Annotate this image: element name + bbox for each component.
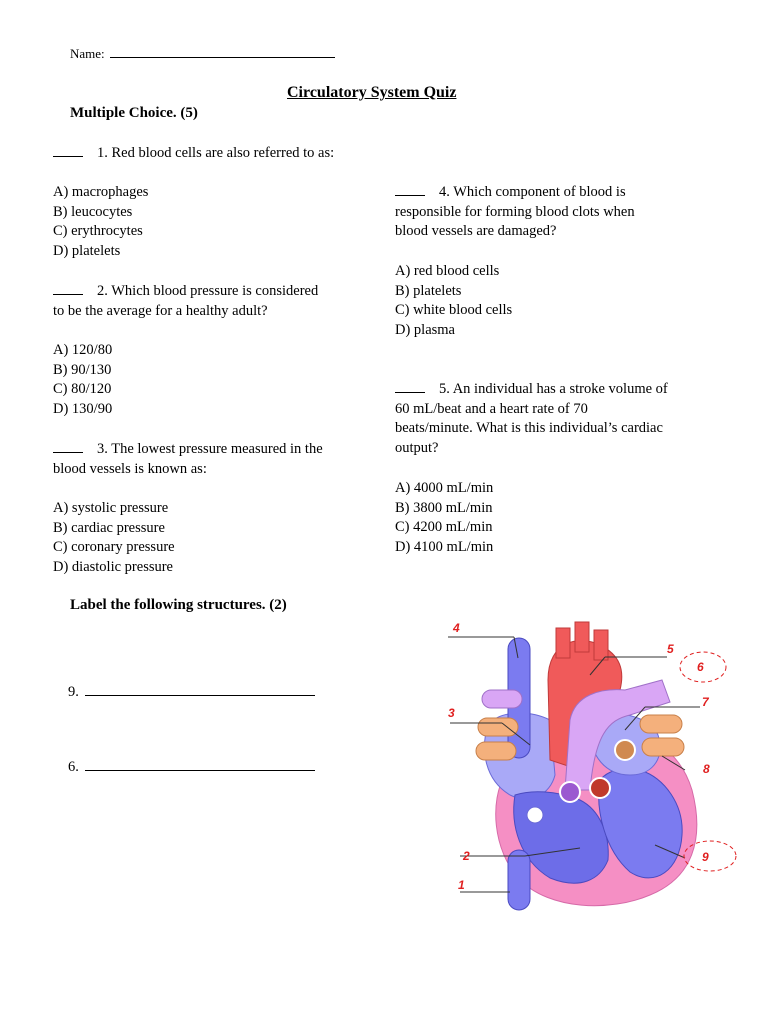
multiple-choice-heading: Multiple Choice. (5) <box>70 105 198 121</box>
option-b: B) platelets <box>395 282 462 299</box>
label-answer-row-6 <box>68 759 315 776</box>
answer-blank-3[interactable] <box>53 452 83 453</box>
diagram-label-2: 2 <box>463 849 470 863</box>
aorta-branch <box>556 628 570 658</box>
valve <box>560 782 580 802</box>
aorta-branch <box>575 622 589 652</box>
highlight-circle-9 <box>684 841 736 871</box>
question-2-line-2: to be the average for a healthy adult? <box>53 302 268 319</box>
inferior-vena-cava <box>508 850 530 910</box>
option-d: D) plasma <box>395 322 455 339</box>
pulmonary-vein <box>478 718 518 736</box>
pulmonary-artery-left <box>482 690 522 708</box>
aorta-branch <box>594 630 608 660</box>
label-answer-row-9 <box>68 684 315 701</box>
question-3 <box>53 440 383 479</box>
option-c: C) erythrocytes <box>53 223 143 240</box>
label-structures-heading: Label the following structures. (2) <box>70 597 287 613</box>
pulmonary-vein <box>642 738 684 756</box>
option-a: A) red blood cells <box>395 263 500 279</box>
option-c: C) white blood cells <box>395 302 513 319</box>
valve <box>527 807 543 823</box>
option-a: A) macrophages <box>53 184 149 200</box>
valve <box>590 778 610 798</box>
answer-blank-1[interactable] <box>53 156 83 157</box>
page-title: Circulatory System Quiz <box>287 84 457 101</box>
option-b: B) 90/130 <box>53 361 112 378</box>
option-c: C) coronary pressure <box>53 539 175 556</box>
heart-diagram <box>430 610 750 920</box>
question-1 <box>53 144 393 164</box>
diagram-label-9: 9 <box>702 850 709 864</box>
pulmonary-vein <box>476 742 516 760</box>
diagram-label-3: 3 <box>448 706 455 720</box>
diagram-label-8: 8 <box>703 762 710 776</box>
label-answer-field-9[interactable] <box>85 695 315 696</box>
answer-blank-2[interactable] <box>53 294 83 295</box>
option-a: A) 4000 mL/min <box>395 480 494 496</box>
question-5-line-3: beats/minute. What is this individual’s cardiac <box>395 420 663 437</box>
question-3-options <box>53 499 175 578</box>
diagram-label-4: 4 <box>453 621 460 635</box>
diagram-label-5: 5 <box>667 642 674 656</box>
question-4 <box>395 183 755 242</box>
answer-blank-5[interactable] <box>395 392 425 393</box>
question-1-options <box>53 183 148 262</box>
valve <box>615 740 635 760</box>
question-5-line-1: 5. An individual has a stroke volume of <box>439 381 668 397</box>
option-a: A) systolic pressure <box>53 500 169 516</box>
name-label: Name: <box>70 46 105 61</box>
question-5-line-2: 60 mL/beat and a heart rate of 70 <box>395 400 588 417</box>
diagram-label-1: 1 <box>458 878 465 892</box>
answer-blank-4[interactable] <box>395 195 425 196</box>
question-3-line-1: 3. The lowest pressure measured in the <box>97 441 323 457</box>
diagram-label-7: 7 <box>702 695 709 709</box>
question-2-line-1: 2. Which blood pressure is considered <box>97 283 319 299</box>
name-field[interactable] <box>110 57 335 58</box>
pulmonary-vein <box>640 715 682 733</box>
option-b: B) leucocytes <box>53 203 133 220</box>
name-line <box>70 46 335 62</box>
option-d: D) 130/90 <box>53 401 113 418</box>
option-d: D) 4100 mL/min <box>395 539 494 556</box>
option-c: C) 4200 mL/min <box>395 519 493 536</box>
question-5-line-4: output? <box>395 440 439 457</box>
question-5-options <box>395 479 493 558</box>
option-b: B) cardiac pressure <box>53 519 165 536</box>
question-3-line-2: blood vessels is known as: <box>53 460 207 477</box>
question-2-options <box>53 341 112 420</box>
question-4-options <box>395 262 512 341</box>
option-d: D) diastolic pressure <box>53 559 173 576</box>
question-4-line-1: 4. Which component of blood is <box>439 184 626 200</box>
option-b: B) 3800 mL/min <box>395 499 493 516</box>
label-answer-field-6[interactable] <box>85 770 315 771</box>
label-answer-number: 6. <box>68 759 79 775</box>
option-a: A) 120/80 <box>53 342 113 358</box>
question-5 <box>395 380 755 459</box>
label-answer-number: 9. <box>68 684 79 700</box>
option-d: D) platelets <box>53 243 121 260</box>
question-2 <box>53 282 383 321</box>
question-1-text: 1. Red blood cells are also referred to as: <box>97 145 335 161</box>
diagram-label-6: 6 <box>697 660 704 674</box>
question-4-line-3: blood vessels are damaged? <box>395 223 557 240</box>
option-c: C) 80/120 <box>53 381 112 398</box>
question-4-line-2: responsible for forming blood clots when <box>395 203 635 220</box>
